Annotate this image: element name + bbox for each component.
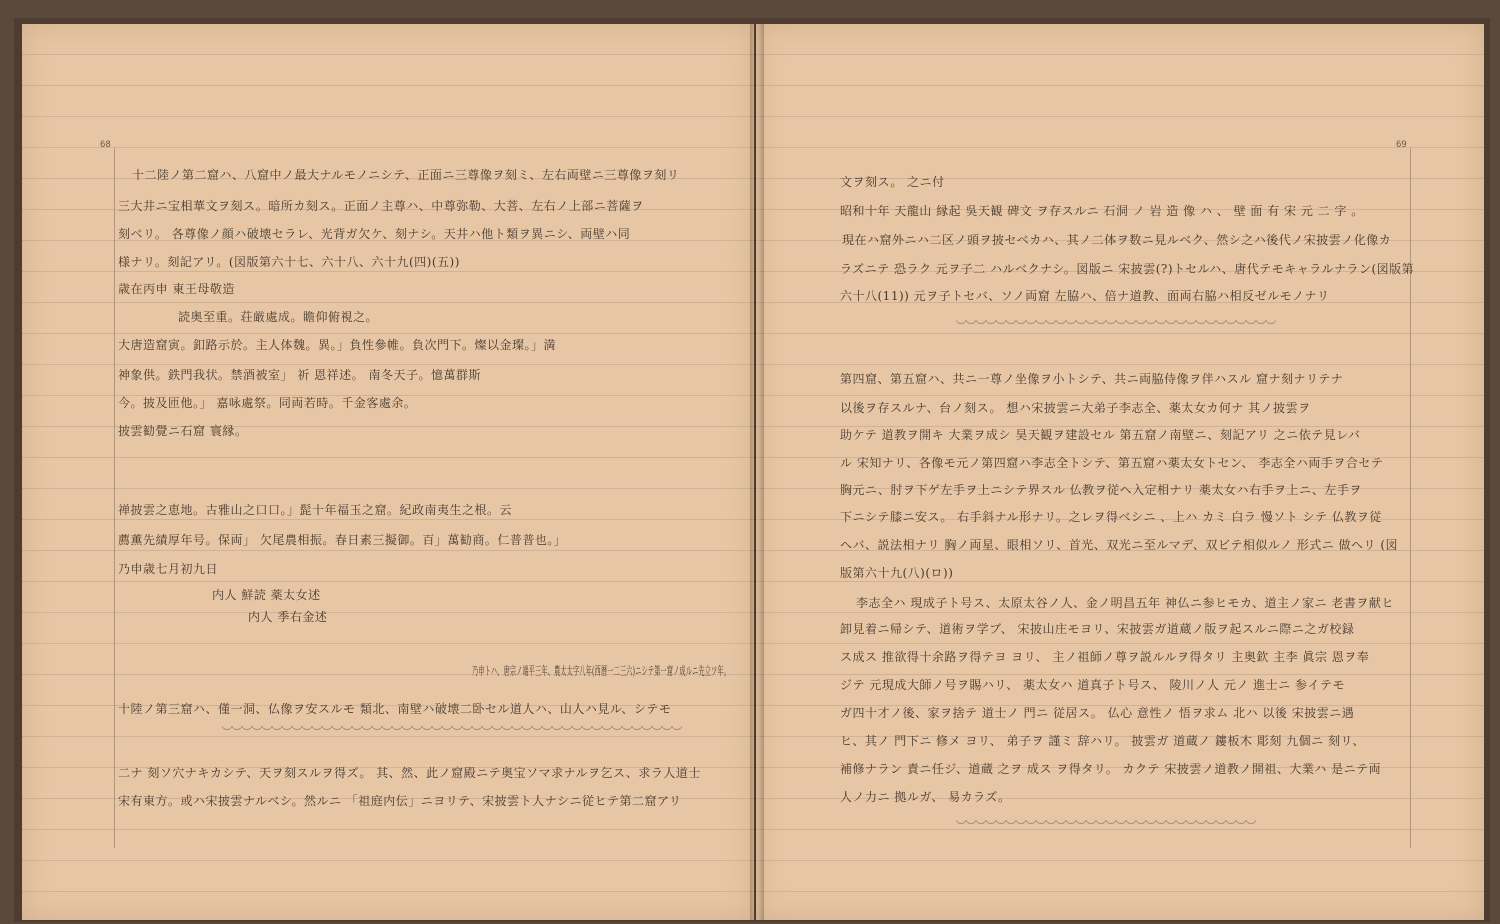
right-page-line: ス成ス 推欲得十余路ヲ得テヨ ヨリ、 主ノ祖師ノ尊ヲ説ルルヲ得タリ 主奥欽 主李 眞宗 恩ヲ奉 <box>840 650 1370 664</box>
left-page-line: 歳在丙申 東王母敬造 <box>118 282 235 296</box>
right-page-line: 文ヲ刻ス。 之ニ付 <box>840 175 945 189</box>
right-page-line: ガ四十才ノ後、家ヲ捨テ 道士ノ 門ニ 従居ス。 仏心 意性ノ 悟ヲ求ム 北ハ 以後 宋披雲ニ遇 <box>840 706 1355 720</box>
right-page-line: 補修ナラン 責ニ任ジ、道蔵 之ヲ 成ス ヲ得タリ。 カクテ 宋披雲ノ道教ノ開祖、大業ハ 是ニテ両 <box>840 762 1382 776</box>
left-page-line: 神象供。鉄門我状。禁酒被室」 祈 恩祥述。 南冬天子。憶萬群斯 <box>118 368 481 382</box>
left-page-line: 大唐造窟寅。釦路示於。主人体魏。異。」負性參帷。負次門下。燦以金璨。」満 <box>118 338 557 352</box>
left-page-line: 二ナ 刻ソ穴ナキカシテ、天ヲ刻スルヲ得ズ。 其、然、此ノ窟殿ニテ奥宝ソマ求ナルヲ乞ス、求ラ人道士 <box>118 766 701 780</box>
left-page-line: 乃申トハ、唐宗ノ端平三年、農太太字八年(西暦一二三六)ニシテ第一窟ノ成ルニ先立ツ年。 <box>472 664 731 678</box>
right-page-line: 李志全ハ 現成子ト号ス、太原太谷ノ人、金ノ明昌五年 神仏ニ参ヒモカ、道主ノ家ニ 老書ヲ献ヒ <box>856 596 1394 610</box>
right-page-line: 以後ヲ存スルナ、台ノ刻ス。 想ハ宋披雲ニ大弟子李志全、薬太女カ何ナ 其ノ披雲ヲ <box>840 401 1311 415</box>
right-page-line: 六十八(11)) 元ヲ子トセバ、ソノ両窟 左脇ハ、倍ナ道教、面両右脇ハ相反ゼルモノナリ <box>840 289 1330 303</box>
left-page-number: 68 <box>100 140 111 150</box>
right-margin-line <box>1410 148 1411 848</box>
left-page-line: 内人 鮮読 薬太女述 <box>212 588 321 602</box>
right-page-line: 現在ハ窟外ニハ二区ノ頭ヲ披セベカハ、其ノ二体ヲ数ニ見ルベク、然シ之ハ後代ノ宋披雲ノ化像カ <box>842 233 1392 247</box>
open-notebook <box>14 18 1490 922</box>
left-margin-line <box>114 148 115 848</box>
right-page-line: ラズニテ 恐ラク 元ヲ子二 ハルベクナシ。図版ニ 宋披雲(?)トセルハ、唐代テモキャラルナラン(図版第 <box>840 262 1415 276</box>
right-page-wavy-separator <box>956 820 1256 828</box>
left-page-line: 薦薫先績厚年号。保両」 欠尾農相振。春日素三擬御。百」萬勧商。仁普普也。」 <box>118 533 567 547</box>
left-page-line: 十二陸ノ第二窟ハ、八窟中ノ最大ナルモノニシテ、正面ニ三尊像ヲ刻ミ、左右両壁ニ三尊像ヲ刻リ <box>132 168 680 182</box>
right-page <box>756 24 1484 920</box>
left-page-line: 披雲勧覺ニ石窟 寰縁。 <box>118 424 248 438</box>
left-page-line: 三大井ニ宝相華文ヲ刻ス。暗所カ刻ス。正面ノ主尊ハ、中尊弥勒、大菩、左右ノ上部ニ菩薩ヲ <box>118 199 644 213</box>
right-page-line: ヒ、其ノ 門下ニ 修メ ヨリ、 弟子ヲ 謹ミ 辞ハリ。 披雲ガ 道蔵ノ 鏤板木 彫刻 九個ニ 刻リ、 <box>840 734 1365 748</box>
right-page-line: 下ニシテ膝ニ安ス。 右手斜ナル形ナリ。之レヲ得ベシニ 、上ハ カミ 白ラ 慢ソト シテ 仏教ヲ従 <box>840 510 1382 524</box>
left-page-line: 宋有東方。或ハ宋披雲ナルベシ。然ルニ 「祖庭内伝」ニヨリテ、宋披雲ト人ナシニ従ヒテ第二窟アリ <box>118 794 682 808</box>
left-page-line: 禅披雲之恵地。古雅山之口口。」髭十年福玉之窟。紀政南夷生之根。云 <box>118 503 513 517</box>
right-page-number: 69 <box>1396 140 1407 150</box>
left-page-line: 様ナリ。刻記アリ。(図版第六十七、六十八、六十九(四)(五)) <box>118 255 460 269</box>
right-page-line: ヘバ、説法相ナリ 胸ノ両星、眼相ソリ、首光、双光ニ至ルマデ、双ビテ相似ルノ 形式ニ 做ヘリ (図 <box>840 538 1399 552</box>
book-gutter <box>750 24 764 920</box>
left-page <box>22 24 754 920</box>
right-page-line: ル 宋知ナリ、各像モ元ノ第四窟ハ李志全トシテ、第五窟ハ薬太女トセン、 李志全ハ両手ヲ合セテ <box>840 456 1384 470</box>
right-page-line: 胸元ニ、肘ヲ下ゲ左手ヲ上ニシテ界スル 仏教ヲ従ヘ入定相ナリ 薬太女ハ右手ヲ上ニ、左手ヲ <box>840 483 1362 497</box>
right-page-line: 昭和十年 天龍山 縁起 吳天観 碑文 ヲ存スルニ 石洞 ノ 岩 造 像 ハ 、 壁 面 有 宋 元 二 字 。 <box>840 204 1364 218</box>
left-page-line: 内人 季右金述 <box>248 610 328 624</box>
left-page-line: 乃申歳七月初九日 <box>118 562 219 576</box>
left-page-line: 読奥至重。荘厳處成。瞻仰俯視之。 <box>178 310 379 324</box>
left-page-line: 十陸ノ第三窟ハ、僅一洞、仏像ヲ安スルモ 類北、南壁ハ破壊二卧セル道人ハ、山人ハ見ル、シテモ <box>118 702 672 716</box>
left-page-line: 今。披及匝他。」 嘉咏處祭。同両若時。千金客處余。 <box>118 396 417 410</box>
right-page-line: 人ノ力ニ 拠ルガ、 易カラズ。 <box>840 790 1011 804</box>
right-page-wavy-separator <box>956 320 1276 328</box>
left-page-wavy-separator <box>222 726 682 734</box>
right-page-line: 版第六十九(八)(ロ)) <box>840 566 954 580</box>
right-page-line: ジテ 元現成大師ノ号ヲ賜ハリ、 薬太女ハ 道真子ト号ス、 陵川ノ人 元ノ 進士ニ 参イテモ <box>840 678 1345 692</box>
right-page-line: 助ケテ 道教ヲ開キ 大業ヲ成シ 昊天観ヲ建設セル 第五窟ノ南壁ニ、刻記アリ 之ニ依テ見レバ <box>840 428 1361 442</box>
right-page-line: 第四窟、第五窟ハ、共ニ一尊ノ坐像ヲ小トシテ、共ニ両脇侍像ヲ伴ハスル 窟ナ刻ナリテナ <box>840 372 1344 386</box>
right-page-line: 卸見着ニ帰シテ、道術ヲ学ブ、 宋披山庄モヨリ、宋披雲ガ道蔵ノ版ヲ起スルニ際ニ之ガ校録 <box>840 622 1355 636</box>
left-page-line: 刻ベリ。 各尊像ノ顔ハ破壊セラレ、光背ガ欠ケ、刻ナシ。天井ハ他ト類ヲ異ニシ、両壁ハ同 <box>118 227 631 241</box>
